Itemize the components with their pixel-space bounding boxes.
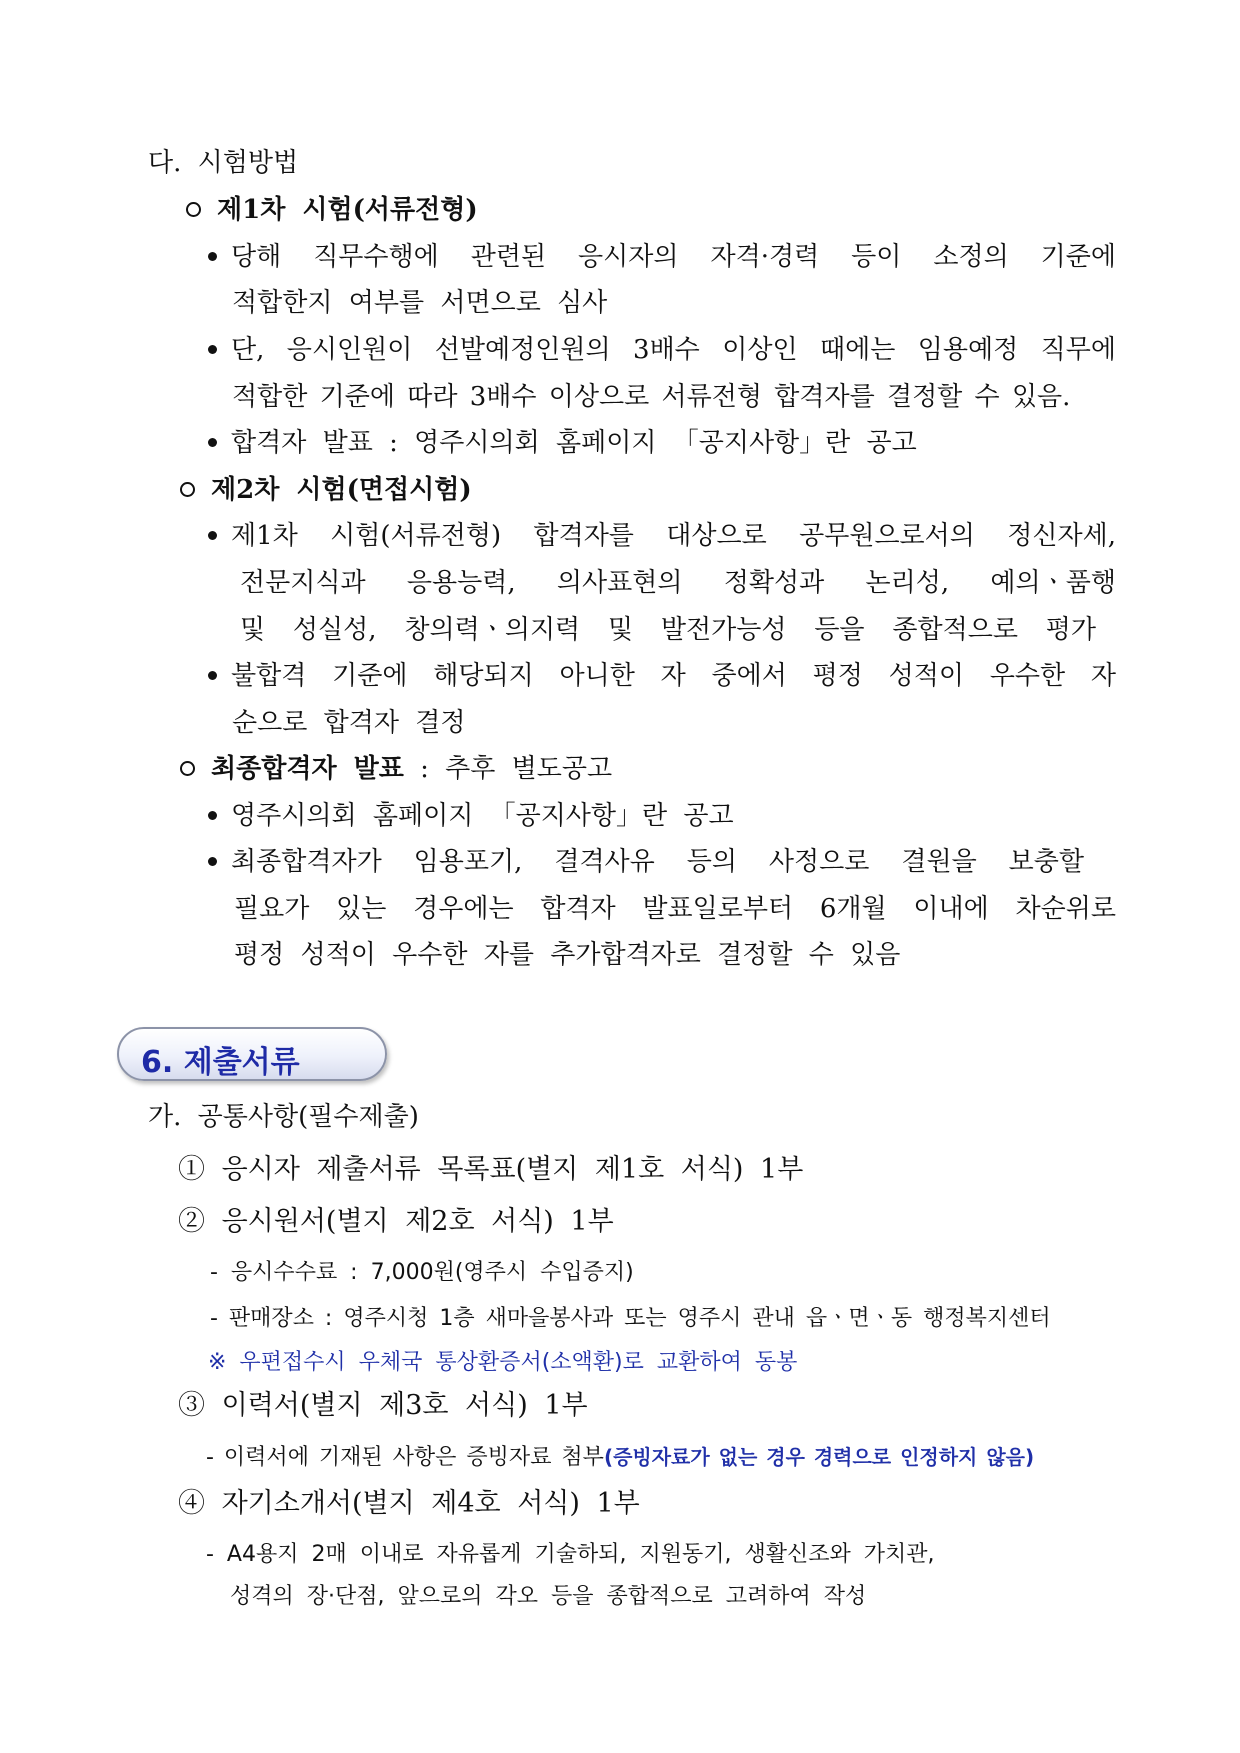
- final-bullet1: 영주시의회 홈페이지 「공지사항」란 공고: [208, 799, 734, 833]
- item4: ④ 자기소개서(별지 제4호 서식) 1부: [178, 1488, 640, 1519]
- round1-title: [186, 193, 478, 227]
- item2-fee: - 응시수수료 : 7,000원(영주시 수입증지): [210, 1260, 634, 1285]
- final-bullet2-line3: 평정 성적이 우수한 자를 추가합격자로 결정할 수 있음: [234, 940, 901, 970]
- item4-note-line2: 성격의 장·단점, 앞으로의 각오 등을 종합적으로 고려하여 작성: [230, 1584, 867, 1609]
- item3: ③ 이력서(별지 제3호 서식) 1부: [178, 1390, 588, 1421]
- dot-bullet-icon: [208, 252, 217, 261]
- round2-bullet2-line1: 불합격 기준에 해당되지 아니한 자 중에서 평정 성적이 우수한 자: [208, 659, 1116, 693]
- dot-bullet-icon: [208, 438, 217, 447]
- item3-note-warning: (증빙자료가 없는 경우 경력으로 인정하지 않음): [603, 1445, 1035, 1469]
- round2-bullet1-line3: 및 성실성, 창의력ㆍ의지력 및 발전가능성 등을 종합적으로 평가: [240, 615, 1096, 645]
- final-title-suffix: : 추후 별도공고: [403, 754, 613, 784]
- final-bullet2-line1: 최종합격자가 임용포기, 결격사유 등의 사정으로 결원을 보충할: [208, 845, 1084, 879]
- circle-bullet-icon: [186, 202, 201, 217]
- dot-bullet-icon: [208, 811, 217, 820]
- round1-bullet2-line1: 단, 응시인원이 선발예정인원의 3배수 이상인 때에는 임용예정 직무에: [208, 333, 1116, 367]
- round1-bullet2-line2: 적합한 기준에 따라 3배수 이상으로 서류전형 합격자를 결정할 수 있음.: [232, 382, 1071, 412]
- round1-bullet1-line1: 당해 직무수행에 관련된 응시자의 자격·경력 등이 소정의 기준에: [208, 240, 1116, 274]
- final-title-text: 최종합격자 발표: [211, 754, 404, 784]
- dot-bullet-icon: [208, 531, 217, 540]
- item2-postal-note: ※ 우편접수시 우체국 통상환증서(소액환)로 교환하여 동봉: [208, 1350, 798, 1375]
- final-bullet2-line2: 필요가 있는 경우에는 합격자 발표일로부터 6개월 이내에 차순위로: [234, 894, 1116, 924]
- round1-bullet1-line2: 적합한지 여부를 서면으로 심사: [232, 288, 608, 318]
- item4-note-line1: - A4용지 2매 이내로 자유롭게 기술하되, 지원동기, 생활신조와 가치관,: [206, 1542, 935, 1567]
- round2-bullet2-line2: 순으로 합격자 결정: [232, 708, 466, 738]
- test-method-heading: 다. 시험방법: [148, 148, 299, 178]
- round2-title: [180, 473, 472, 507]
- item2: ② 응시원서(별지 제2호 서식) 1부: [178, 1206, 614, 1237]
- dot-bullet-icon: [208, 857, 217, 866]
- section6-header: [117, 1027, 387, 1081]
- round2-bullet1-line2: 전문지식과 응용능력, 의사표현의 정확성과 논리성, 예의ㆍ품행: [240, 568, 1116, 598]
- common-heading: 가. 공통사항(필수제출): [148, 1102, 419, 1132]
- item3-note: - 이력서에 기재된 사항은 증빙자료 첨부(증빙자료가 없는 경우 경력으로 인정하지 않음): [206, 1445, 1035, 1470]
- round1-bullet3: 합격자 발표 : 영주시의회 홈페이지 「공지사항」란 공고: [208, 426, 917, 460]
- section6-title: 6. 제출서류: [141, 1045, 300, 1080]
- item1: ① 응시자 제출서류 목록표(별지 제1호 서식) 1부: [178, 1154, 804, 1185]
- round1-title-text: 제1차 시험(서류전형): [217, 195, 478, 225]
- circle-bullet-icon: [180, 482, 195, 497]
- dot-bullet-icon: [208, 671, 217, 680]
- item2-sale-location: - 판매장소 : 영주시청 1층 새마을봉사과 또는 영주시 관내 읍ㆍ면ㆍ동 행정복지센터: [210, 1306, 1051, 1331]
- circle-bullet-icon: [180, 761, 195, 776]
- final-title: [180, 752, 612, 786]
- dot-bullet-icon: [208, 345, 217, 354]
- round2-bullet1-line1: 제1차 시험(서류전형) 합격자를 대상으로 공무원으로서의 정신자세,: [208, 519, 1116, 553]
- round2-title-text: 제2차 시험(면접시험): [211, 475, 472, 505]
